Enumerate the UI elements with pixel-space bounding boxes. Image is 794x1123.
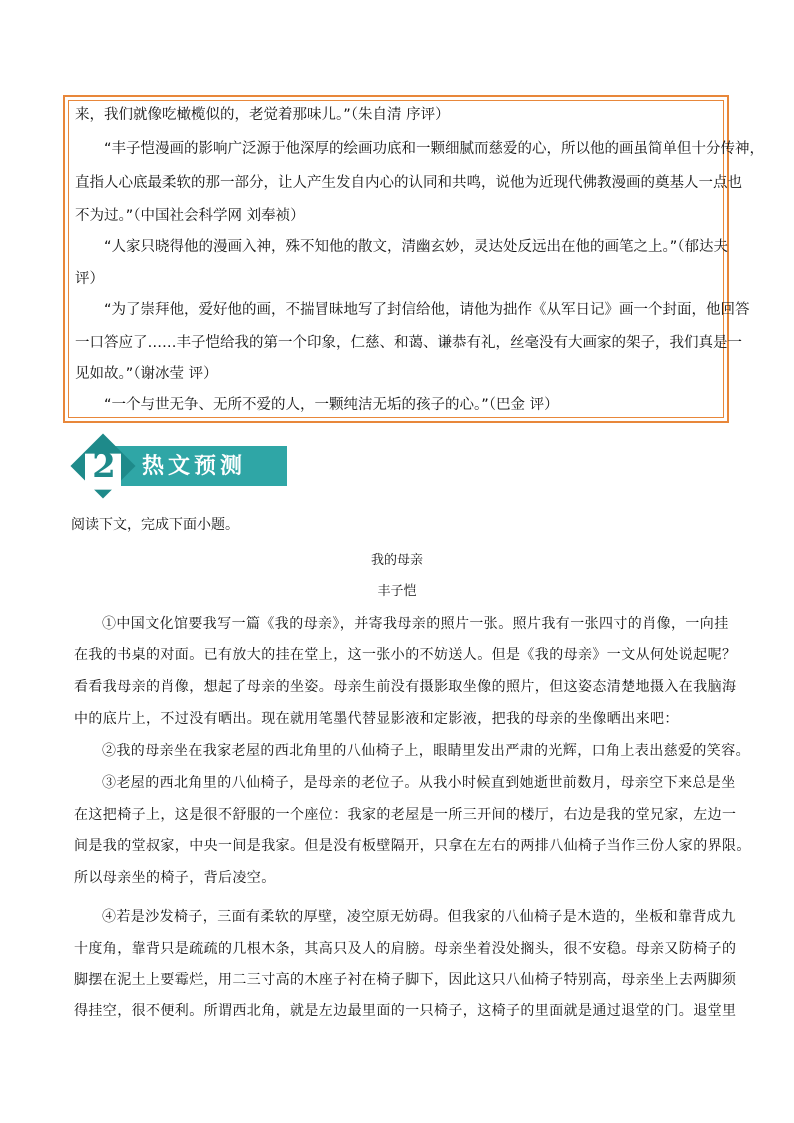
quote-line: 直指人心底最柔软的那一部分，让人产生发自内心的认同和共鸣，说他为近现代佛教漫画的奠基人一点也 <box>75 175 742 191</box>
article-line: ①中国文化馆要我写一篇《我的母亲》，并寄我母亲的照片一张。照片我有一张四寸的肖像，一向挂 <box>102 616 729 632</box>
article-line: 所以母亲坐的椅子，背后凌空。 <box>74 870 276 886</box>
section-number: 2 <box>92 446 116 486</box>
article-line: 间是我的堂叔家，中央一间是我家。但是没有板壁隔开，只拿在左右的两排八仙椅子当作三份人家的界限。 <box>74 838 751 854</box>
article-line: 脚摆在泥土上要霉烂，用二三寸高的木座子衬在椅子脚下，因此这只八仙椅子特别高，母亲坐上去两脚须 <box>74 972 737 988</box>
quote-line: “丰子恺漫画的影响广泛源于他深厚的绘画功底和一颗细腻而慈爱的心，所以他的画虽简单但十分传神， <box>104 141 765 157</box>
quote-line: 见如故。”（谢冰莹 评） <box>75 366 218 382</box>
quote-box <box>63 95 765 423</box>
quote-line: 评） <box>75 271 104 287</box>
section-banner <box>76 440 287 492</box>
article-author: 丰子恺 <box>377 584 417 599</box>
article-line: 看看我母亲的肖像，想起了母亲的坐姿。母亲生前没有摄影取坐像的照片，但这姿态清楚地摄入在我脑海 <box>74 679 737 695</box>
quote-line: “为了崇拜他，爱好他的画，不揣冒昧地写了封信给他，请他为拙作《从军日记》画一个封面，他回答 <box>104 302 750 318</box>
article-line: 在这把椅子上，这是很不舒服的一个座位：我家的老屋是一所三开间的楼厅，右边是我的堂兄家，左边一 <box>74 807 737 823</box>
quote-line: “人家只晓得他的漫画入神，殊不知他的散文，清幽玄妙，灵达处反远出在他的画笔之上。”（郁达夫 <box>104 239 729 255</box>
quote-line: 一口答应了……丰子恺给我的第一个印象，仁慈、和蔼、谦恭有礼，丝毫没有大画家的架子，我们真是一 <box>75 335 742 351</box>
article-line: 中的底片上，不过没有晒出。现在就用笔墨代替显影液和定影液，把我的母亲的坐像晒出来吧： <box>74 711 679 727</box>
article-line: 十度角，靠背只是疏疏的几根木条，其高只及人的肩膀。母亲坐着没处搁头，很不安稳。母亲又防椅子的 <box>74 941 737 957</box>
article-line: ②我的母亲坐在我家老屋的西北角里的八仙椅子上，眼睛里发出严肃的光辉，口角上表出慈爱的笑容。 <box>102 743 750 759</box>
article-line: ③老屋的西北角里的八仙椅子，是母亲的老位子。从我小时候直到她逝世前数月，母亲空下来总是坐 <box>102 775 736 791</box>
instruction-text: 阅读下文，完成下面小题。 <box>71 517 239 533</box>
quote-line: “一个与世无争、无所不爱的人，一颗纯洁无垢的孩子的心。”（巴金 评） <box>104 397 559 413</box>
quote-line: 不为过。”（中国社会科学网 刘奉祯） <box>75 208 305 224</box>
article-title: 我的母亲 <box>370 553 423 568</box>
article-line: 得挂空，很不便利。所谓西北角，就是左边最里面的一只椅子，这椅子的里面就是通过退堂的门。退堂里 <box>74 1003 737 1019</box>
quote-line: 来，我们就像吃橄榄似的，老觉着那味儿。”（朱自清 序评） <box>75 107 450 123</box>
article-line: ④若是沙发椅子，三面有柔软的厚壁，凌空原无妨碍。但我家的八仙椅子是木造的，坐板和靠背成九 <box>102 909 736 925</box>
section-title: 热文预测 <box>142 453 247 479</box>
article-line: 在我的书桌的对面。已有放大的挂在堂上，这一张小的不妨送人。但是《我的母亲》一文从何处说起呢？ <box>74 647 737 663</box>
